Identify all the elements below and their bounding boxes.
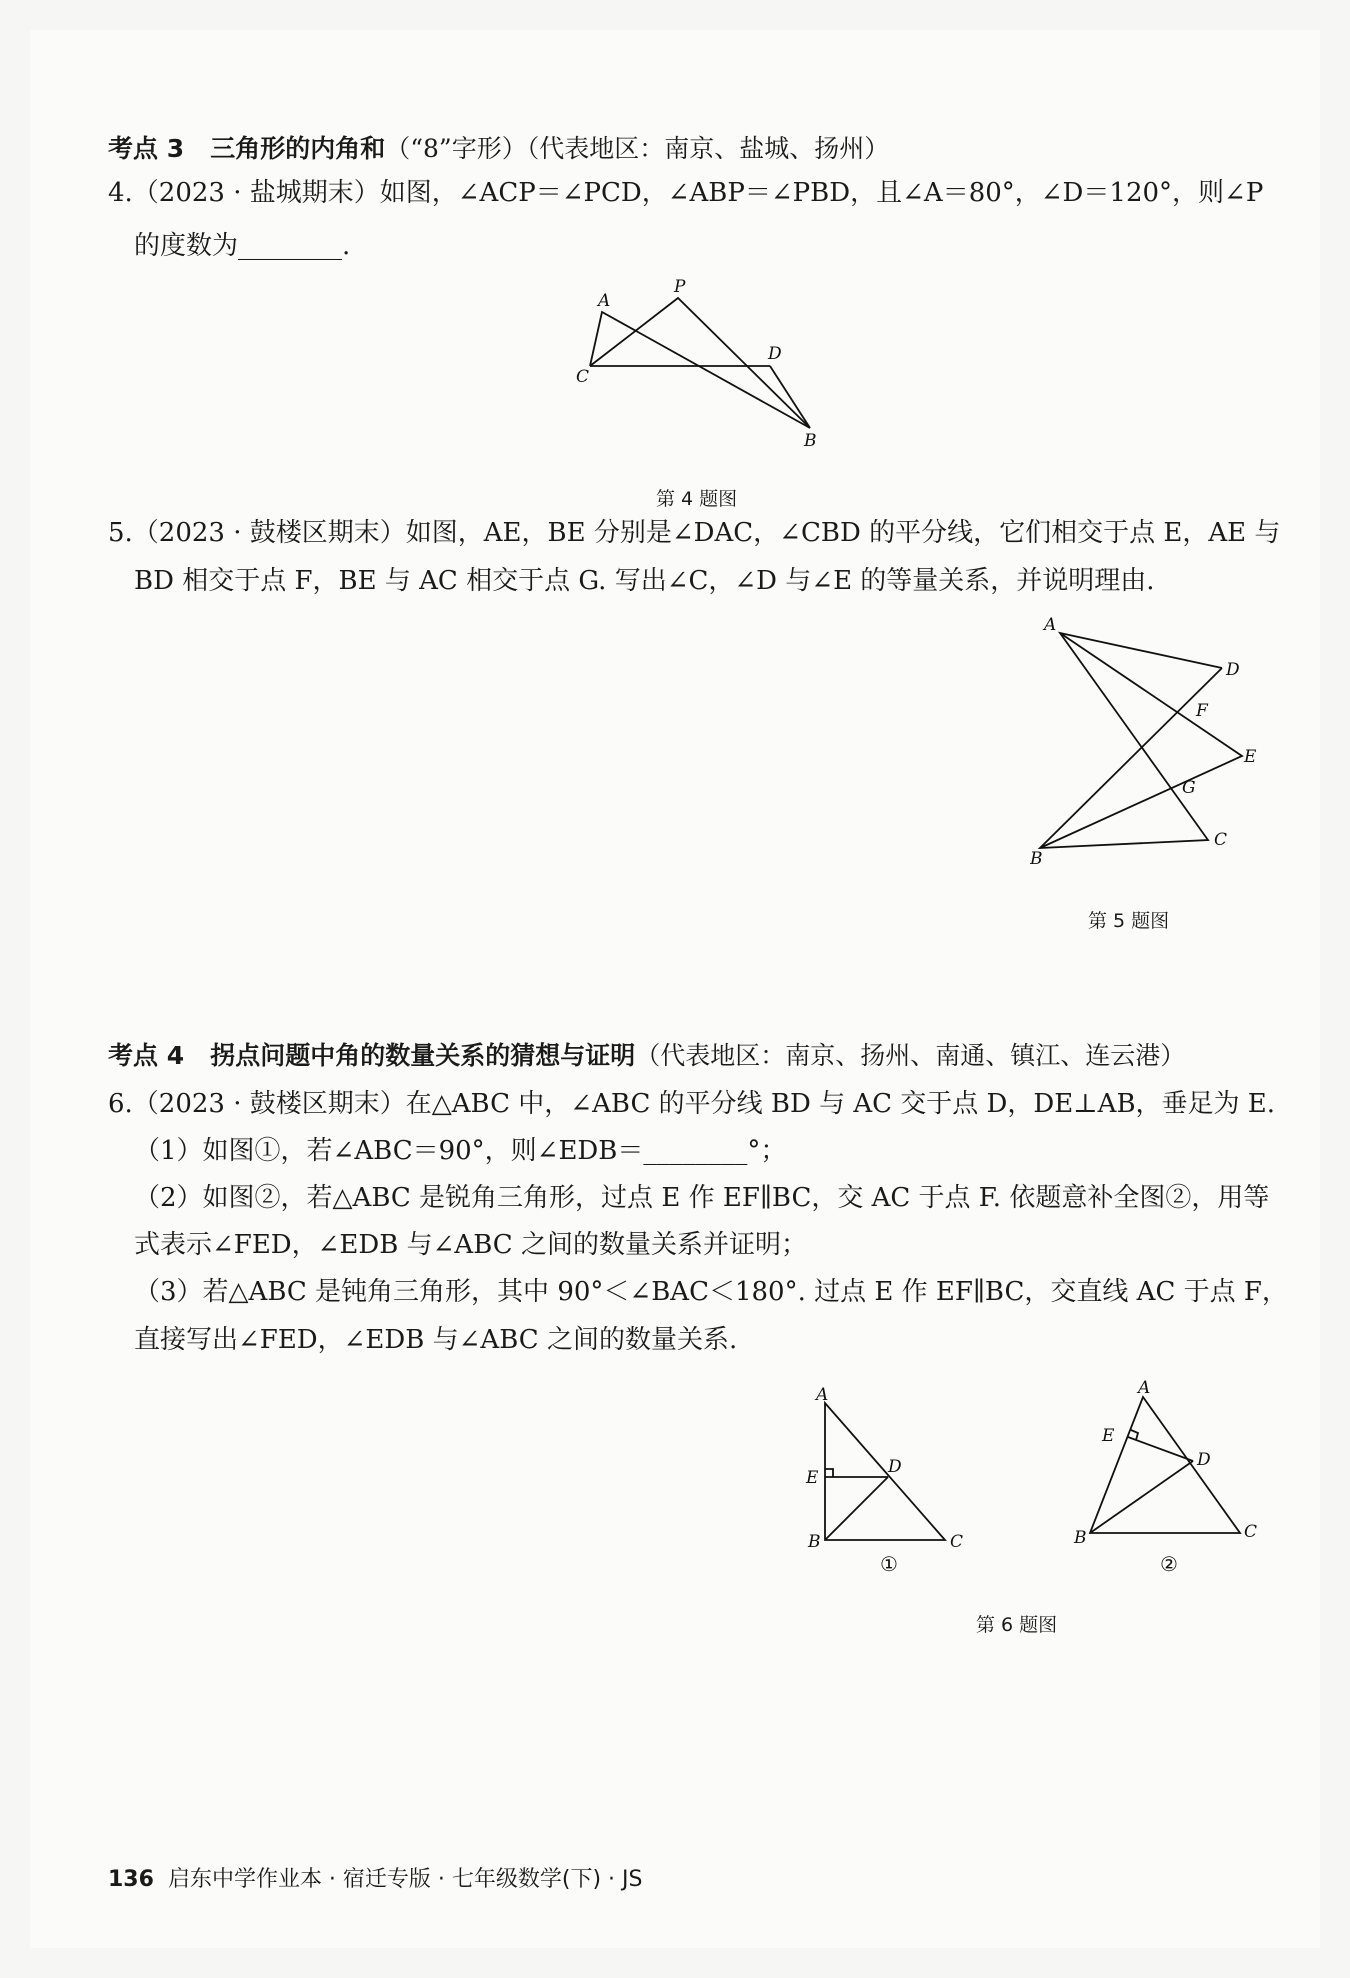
q4-segment-D-B <box>770 366 810 428</box>
book-title: 启东中学作业本 · 宿迁专版 · 七年级数学(下) · JS <box>167 1867 643 1892</box>
q6-line-5: （3）若△ABC 是钝角三角形，其中 90°＜∠BAC＜180°. 过点 E 作 EF∥BC，交直线 AC 于点 F， <box>134 1277 1288 1307</box>
q6-fig2-triangle-ABC <box>1090 1397 1240 1533</box>
section-4-heading <box>108 1038 1185 1074</box>
section-3-heading <box>108 131 889 167</box>
q5-label-E: E <box>1244 747 1257 767</box>
q4-caption: 第 4 题图 <box>656 488 738 510</box>
q6-fig1-label-B: B <box>808 1532 821 1552</box>
q6-fig1-number: ① <box>880 1552 898 1575</box>
q4-label-C: C <box>576 367 590 387</box>
q4-line-1: 4.（2023 · 盐城期末）如图，∠ACP＝∠PCD，∠ABP＝∠PBD，且∠A＝80°，∠D＝120°，则∠P <box>108 178 1264 208</box>
q4-label-A: A <box>598 291 611 311</box>
q6-figure-2 <box>1060 1375 1280 1575</box>
q5-label-C: C <box>1214 830 1228 850</box>
q4-label-P: P <box>674 277 686 297</box>
q5-label-B: B <box>1030 849 1043 869</box>
page-footer <box>108 1862 643 1893</box>
section-title: 三角形的内角和 <box>210 134 386 163</box>
q4-line-2: 的度数为________. <box>134 231 351 261</box>
q6-fig1-segment-BD <box>825 1477 888 1540</box>
q6-fig1-label-E: E <box>806 1468 819 1488</box>
q6-fig2-label-E: E <box>1102 1426 1115 1446</box>
section-title: 拐点问题中角的数量关系的猜想与证明 <box>210 1041 636 1070</box>
q6-line-2: （1）如图①，若∠ABC＝90°，则∠EDB＝________°； <box>134 1136 787 1166</box>
q6-line-3: （2）如图②，若△ABC 是锐角三角形，过点 E 作 EF∥BC，交 AC 于点 F. 依题意补全图②，用等 <box>134 1183 1270 1213</box>
q6-fig1-label-C: C <box>950 1532 964 1552</box>
q6-fig1-label-D: D <box>888 1457 902 1477</box>
q6-figure-1 <box>800 1385 980 1575</box>
q6-line-4: 式表示∠FED，∠EDB 与∠ABC 之间的数量关系并证明； <box>134 1230 807 1260</box>
q6-fig1-triangle-ABC <box>825 1403 945 1540</box>
q6-line-1: 6.（2023 · 鼓楼区期末）在△ABC 中，∠ABC 的平分线 BD 与 AC 交于点 D，DE⊥AB，垂足为 E. <box>108 1089 1276 1119</box>
q4-segment-C-A-B <box>590 312 810 428</box>
q6-fig2-label-D: D <box>1197 1450 1211 1470</box>
section-note: （代表地区：南京、扬州、南通、镇江、连云港） <box>635 1041 1186 1070</box>
q5-figure <box>1030 610 1290 870</box>
q5-segment-D-A-C-B-D <box>1040 633 1222 848</box>
section-label: 考点 4 <box>108 1041 185 1070</box>
q5-label-A: A <box>1044 615 1057 635</box>
q6-caption: 第 6 题图 <box>976 1614 1058 1636</box>
section-note: （“8”字形）（代表地区：南京、盐城、扬州） <box>385 134 890 163</box>
q6-fig1-label-A: A <box>816 1385 829 1405</box>
q5-line-2: BD 相交于点 F，BE 与 AC 相交于点 G. 写出∠C，∠D 与∠E 的等量关系，并说明理由. <box>134 566 1155 596</box>
q6-fig2-segment-BD <box>1090 1461 1193 1533</box>
q4-figure <box>560 270 840 450</box>
q6-fig2-label-B: B <box>1074 1528 1087 1548</box>
q5-line-1: 5.（2023 · 鼓楼区期末）如图，AE，BE 分别是∠DAC，∠CBD 的平分线，它们相交于点 E，AE 与 <box>108 518 1281 548</box>
section-label: 考点 3 <box>108 134 185 163</box>
q4-label-B: B <box>804 431 817 450</box>
q5-caption: 第 5 题图 <box>1088 910 1170 932</box>
page-number: 136 <box>108 1867 154 1892</box>
q6-fig2-label-C: C <box>1244 1522 1258 1542</box>
q5-label-D: D <box>1226 660 1240 680</box>
q5-label-G: G <box>1182 778 1196 798</box>
q5-label-F: F <box>1196 701 1208 721</box>
q6-fig2-segment-ED <box>1128 1437 1193 1461</box>
q6-fig2-number: ② <box>1160 1552 1178 1575</box>
q6-fig1-right-angle-mark <box>825 1469 833 1477</box>
q6-fig2-label-A: A <box>1138 1378 1151 1398</box>
q4-label-D: D <box>768 344 782 364</box>
q6-line-6: 直接写出∠FED，∠EDB 与∠ABC 之间的数量关系. <box>134 1325 738 1355</box>
